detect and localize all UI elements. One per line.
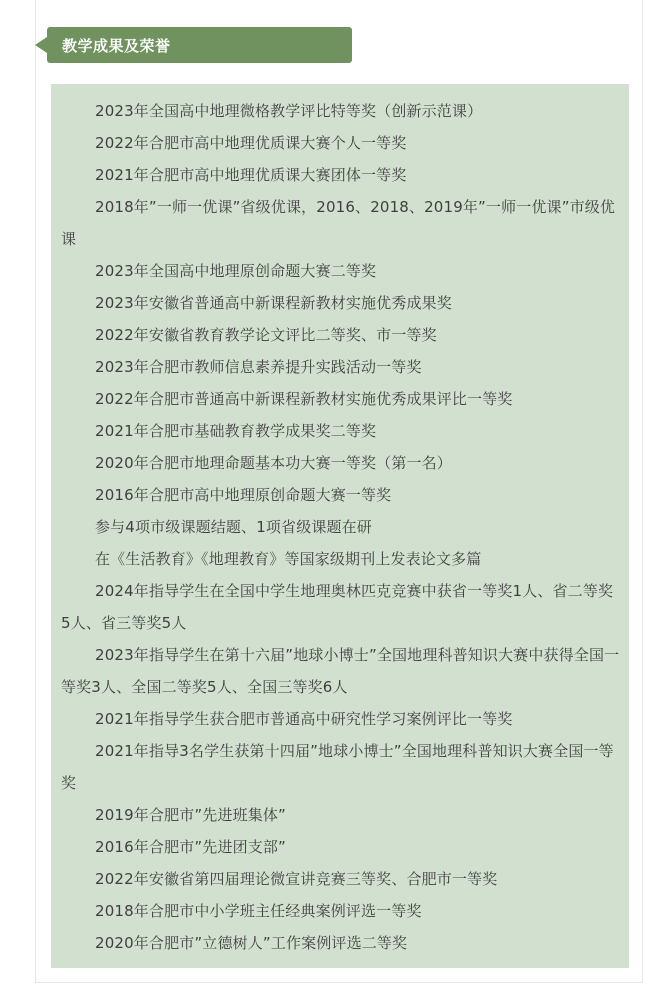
honor-item: 2022年合肥市普通高中新课程新教材实施优秀成果评比一等奖 xyxy=(95,390,513,408)
honor-item: 2024年指导学生在全国中学生地理奥林匹克竞赛中获省一等奖1人、省二等奖5人、省三等奖5人 xyxy=(61,582,614,632)
honor-item: 2022年安徽省教育教学论文评比二等奖、市一等奖 xyxy=(95,326,437,344)
honor-item: 2023年全国高中地理原创命题大赛二等奖 xyxy=(95,262,377,280)
honor-item: 2021年合肥市基础教育教学成果奖二等奖 xyxy=(95,422,377,440)
honor-item: 2018年”一师一优课”省级优课，2016、2018、2019年”一师一优课”市级优课 xyxy=(61,198,616,248)
honor-item: 2023年安徽省普通高中新课程新教材实施优秀成果奖 xyxy=(95,294,452,312)
honor-item: 在《生活教育》《地理教育》等国家级期刊上发表论文多篇 xyxy=(95,550,482,568)
section-title: 教学成果及荣誉 xyxy=(62,36,171,55)
honor-item: 2023年指导学生在第十六届”地球小博士”全国地理科普知识大赛中获得全国一等奖3人、全国二等奖5人、全国三等奖6人 xyxy=(61,646,620,696)
honor-item: 2020年合肥市地理命题基本功大赛一等奖（第一名） xyxy=(95,454,452,472)
honor-item: 2023年合肥市教师信息素养提升实践活动一等奖 xyxy=(95,358,422,376)
honor-item: 2016年合肥市高中地理原创命题大赛一等奖 xyxy=(95,486,392,504)
honor-item: 2021年指导学生获合肥市普通高中研究性学习案例评比一等奖 xyxy=(95,710,513,728)
section-header-tab xyxy=(47,27,352,63)
honor-item: 2016年合肥市”先进团支部” xyxy=(95,838,286,856)
honor-item: 参与4项市级课题结题、1项省级课题在研 xyxy=(95,518,372,536)
honor-item: 2021年合肥市高中地理优质课大赛团体一等奖 xyxy=(95,166,407,184)
honor-item: 2022年合肥市高中地理优质课大赛个人一等奖 xyxy=(95,134,407,152)
honor-item: 2020年合肥市”立德树人”工作案例评选二等奖 xyxy=(95,934,408,952)
honor-item: 2018年合肥市中小学班主任经典案例评选一等奖 xyxy=(95,902,422,920)
honor-item: 2019年合肥市”先进班集体” xyxy=(95,806,286,824)
honor-item: 2023年全国高中地理微格教学评比特等奖（创新示范课） xyxy=(95,102,483,120)
honor-item: 2021年指导3名学生获第十四届”地球小博士”全国地理科普知识大赛全国一等奖 xyxy=(61,742,614,792)
honor-item: 2022年安徽省第四届理论微宣讲竞赛三等奖、合肥市一等奖 xyxy=(95,870,498,888)
honors-list xyxy=(51,84,629,968)
